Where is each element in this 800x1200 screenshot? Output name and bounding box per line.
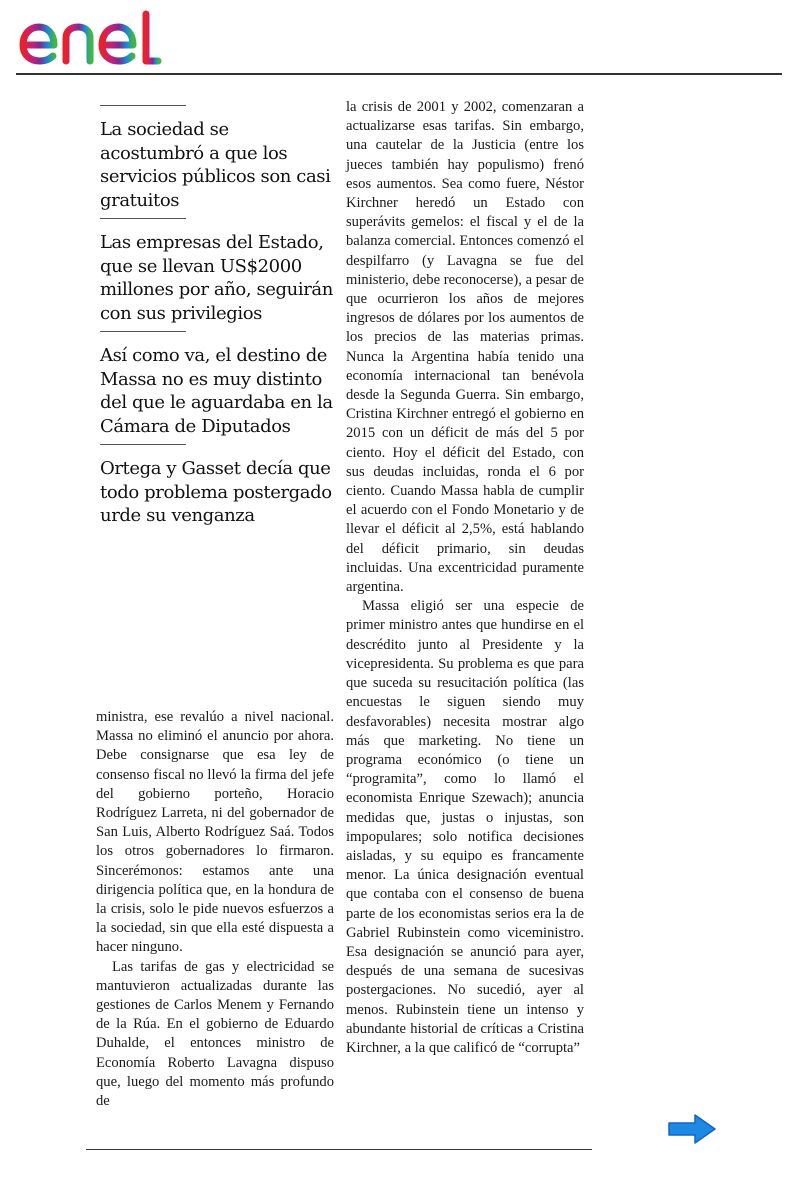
article-body-right (346, 98, 584, 1058)
pullquote (96, 331, 334, 438)
article-body-left (96, 708, 334, 1111)
pullquote-rule (100, 331, 186, 332)
arrow-right-icon[interactable] (666, 1112, 718, 1146)
paragraph: Las tarifas de gas y electricidad se mantuvieron actualizadas durante las gestiones de Carlos Menem y Fernando de la Rúa. En el gobierno de Eduardo Duhalde, el entonces ministro de Economía Roberto Lavagna dispuso que, luego del momento más profundo de (96, 958, 334, 1110)
pullquote-rule (100, 218, 186, 219)
enel-logo (18, 8, 170, 68)
paragraph: Massa eligió ser una especie de primer ministro antes que hundirse en el descrédito junto al Presidente y la vicepresidenta. Su problema es que para que suceda su resucitación política (las encuestas le siguen siendo muy desfavorables) necesita mostrar algo más que marketing. No tiene un programa económico (o tiene un “programita”, como lo llamó el economista Enrique Szewach); anuncia medidas que, justas o injustas, son impopulares; solo notifica decisiones aisladas, y su equipo es francamente menor. La única designación eventual que contaba con el consenso de buena parte de los economistas serios era la de Gabriel Rubinstein como viceministro. Esa designación se anunció para ayer, después de una semana de sucesivas postergaciones. No sucedió, ayer al menos. Rubinstein tiene un intenso y abundante historial de críticas a Cristina Kirchner, a la que calificó de “corrupta” (346, 598, 584, 1056)
pullquote (96, 218, 334, 325)
pullquote-rule (100, 444, 186, 445)
header-rule (16, 73, 782, 75)
pullquotes-column (96, 100, 334, 534)
paragraph: ministra, ese revalúo a nivel nacional. Massa no eliminó el anuncio por ahora. Debe consignarse que esa ley de consenso fiscal no llevó la firma del jefe del gobierno porteño, Horacio Rodríguez Larreta, ni del gobernador de San Luis, Alberto Rodríguez Saá. Todos los otros gobernadores lo firmaron. Sincerémonos: estamos ante una dirigencia política que, en la hondura de la crisis, solo le pide nuevos esfuerzos a la sociedad, sin que ella esté dispuesta a hacer ninguno. (96, 709, 334, 956)
pullquote (96, 105, 334, 212)
footer-rule (86, 1149, 592, 1150)
pullquote-text: Así como va, el destino de Massa no es muy distinto del que le aguardaba en la Cámara de Diputados (100, 345, 333, 437)
paragraph: la crisis de 2001 y 2002, comenzaran a actualizarse esas tarifas. Sin embargo, una cautelar de la Justicia (entre los jueces también hay populismo) frenó esos aumentos. Sea como fuere, Néstor Kirchner heredó un Estado con superávits gemelos: el fiscal y el de la balanza comercial. Entonces comenzó el despilfarro (y Lavagna se fue del ministerio, debe reconocerse), a pesar de que ocurrieron los años de mejores ingresos de dólares por los aumentos de los precios de las materias primas. Nunca la Argentina había tenido una economía internacional tan benévola desde la Segunda Guerra. Sin embargo, Cristina Kirchner entregó el gobierno en 2015 con un déficit de más del 5 por ciento. Hoy el déficit del Estado, con sus deudas incluidas, ronda el 6 por ciento. Cuando Massa habla de cumplir el acuerdo con el Fondo Monetario y de llevar el déficit al 2,5%, está hablando del déficit primario, sin deudas incluidas. Una excentricidad puramente argentina. (346, 99, 584, 596)
pullquote (96, 444, 334, 528)
pullquote-text: Las empresas del Estado, que se llevan US$2000 millones por año, seguirán con sus privilegios (100, 232, 333, 324)
pullquote-text: Ortega y Gasset decía que todo problema postergado urde su venganza (100, 458, 332, 526)
pullquote-text: La sociedad se acostumbró a que los servicios públicos son casi gratuitos (100, 119, 331, 211)
pullquote-rule (100, 105, 186, 106)
